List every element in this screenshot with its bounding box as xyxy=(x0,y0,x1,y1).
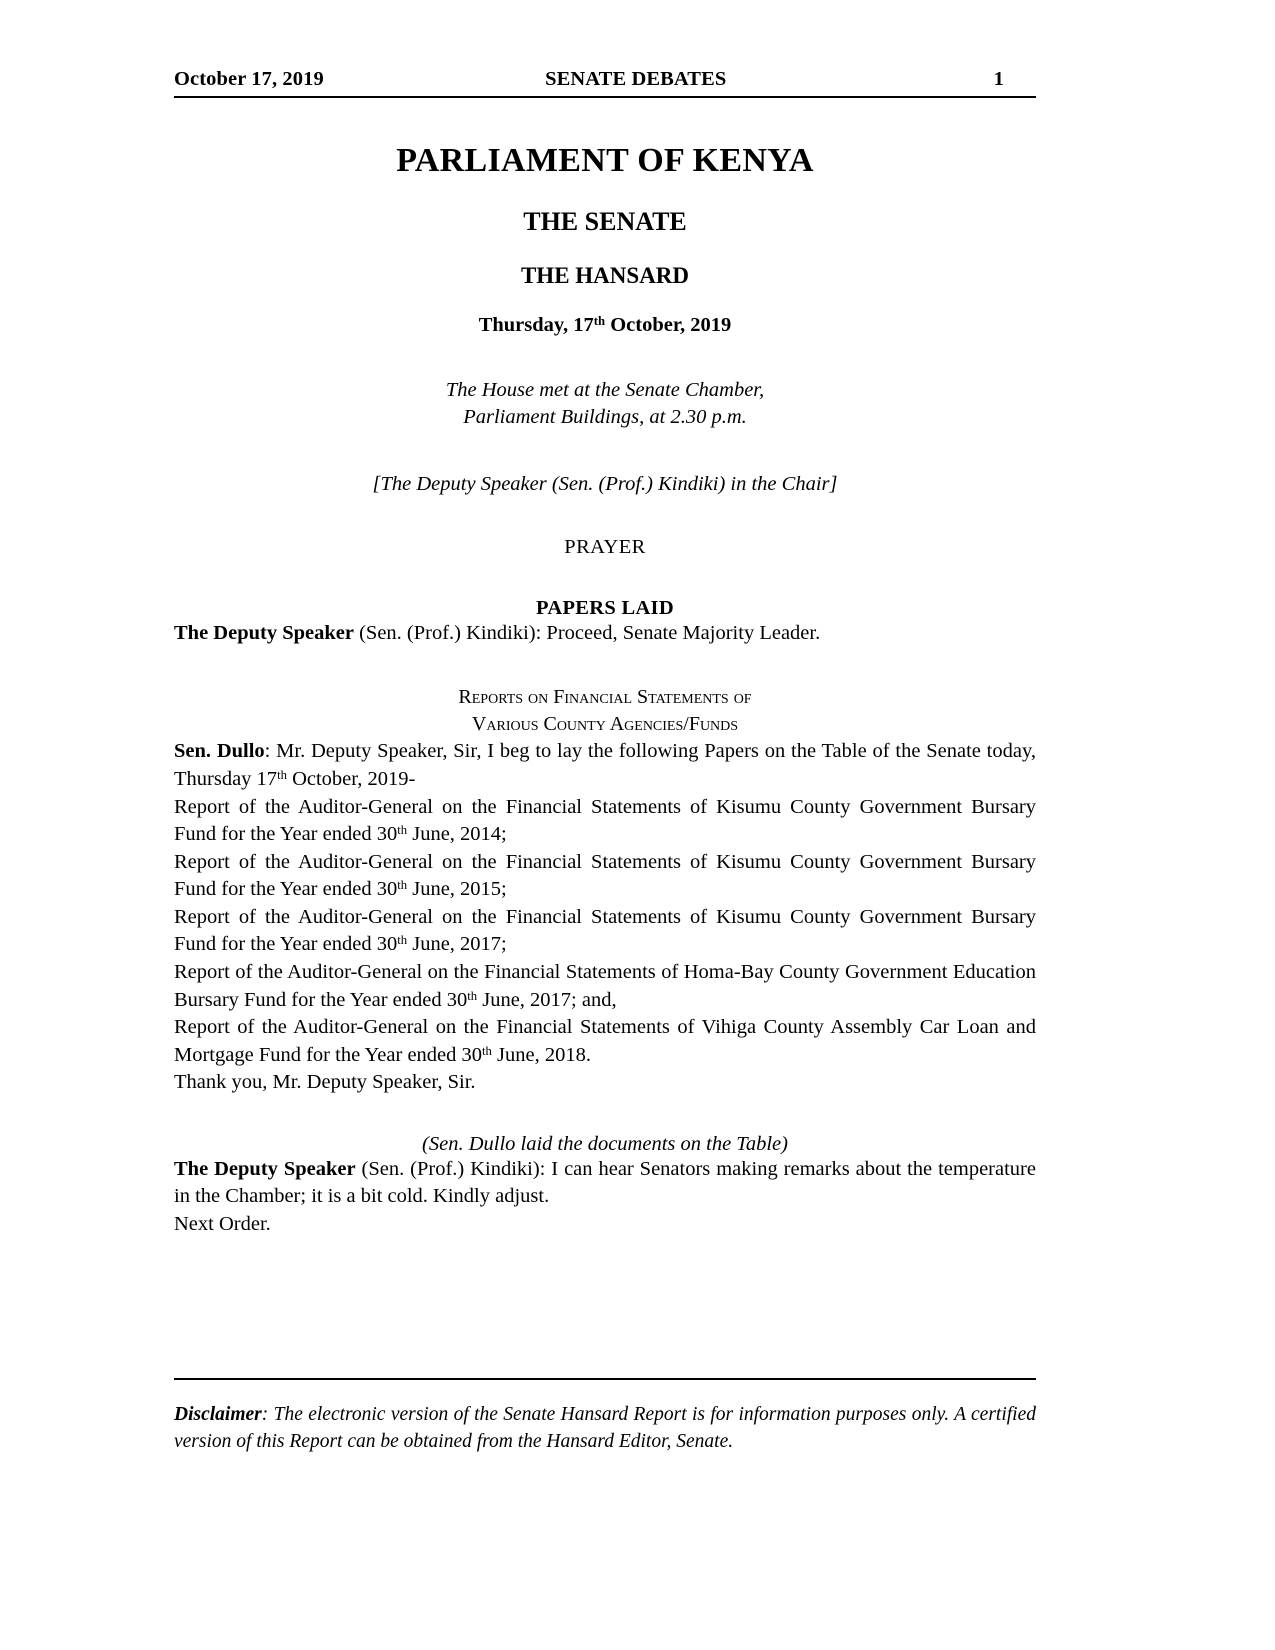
speech-text-part-1: : Mr. Deputy Speaker, Sir, I beg to lay the following Papers on the Table of the Senate today, Thursday 17 xyxy=(174,740,1036,790)
section-heading-prayer: PRAYER xyxy=(564,535,646,558)
speech-dullo-intro xyxy=(174,738,1036,793)
header-page-number: 1 xyxy=(993,68,1004,90)
disclaimer-label: Disclaimer xyxy=(174,1404,262,1425)
speech-text: (Sen. (Prof.) Kindiki): Proceed, Senate Majority Leader. xyxy=(353,621,821,644)
ordinal-suffix: th xyxy=(467,988,478,1003)
sitting-date xyxy=(174,314,1036,337)
speech-dullo-closing: Thank you, Mr. Deputy Speaker, Sir. xyxy=(174,1071,476,1094)
speaker-name: The Deputy Speaker xyxy=(174,621,354,644)
ordinal-suffix: th xyxy=(397,823,408,838)
sitting-date-prefix: Thursday, 17 xyxy=(478,314,594,336)
subject-heading-reports xyxy=(174,684,1036,738)
paper-text-part-2: June, 2018. xyxy=(491,1043,591,1066)
preamble-line-2: Parliament Buildings, at 2.30 p.m. xyxy=(463,406,747,429)
paper-text-part-2: June, 2017; and, xyxy=(477,988,617,1011)
paper-item xyxy=(174,1014,1036,1069)
subject-heading-line-2: Various County Agencies/Funds xyxy=(471,713,739,736)
paper-item xyxy=(174,849,1036,904)
speech-text: (Sen. (Prof.) Kindiki): I can hear Senators making remarks about the temperature in the Chamber; it is a bit cold. Kindly adjust. xyxy=(174,1157,1036,1208)
paper-text-part-1: Report of the Auditor-General on the Financial Statements of Homa-Bay County Government Education Bursary Fund for the Year ended 30 xyxy=(174,960,1036,1011)
header-title: SENATE DEBATES xyxy=(545,68,727,90)
paper-text-part-1: Report of the Auditor-General on the Financial Statements of Kisumu County Government Bursary Fund for the Year ended 30 xyxy=(174,795,1036,846)
page-content xyxy=(174,68,1036,1238)
ordinal-suffix: th xyxy=(277,768,287,783)
subject-heading-line-1: Reports on Financial Statements of xyxy=(458,686,752,709)
ordinal-suffix: th xyxy=(397,933,408,948)
next-order-line: Next Order. xyxy=(174,1212,271,1235)
paper-text-part-2: June, 2017; xyxy=(407,933,507,956)
sitting-preamble xyxy=(174,377,1036,432)
paper-text-part-2: June, 2014; xyxy=(407,823,507,846)
disclaimer-text xyxy=(174,1402,1036,1455)
publication-title: THE HANSARD xyxy=(520,263,690,288)
paper-item xyxy=(174,959,1036,1014)
running-header xyxy=(174,68,1036,98)
page-footer xyxy=(174,1378,1036,1455)
stage-direction: (Sen. Dullo laid the documents on the Table) xyxy=(422,1132,788,1155)
speech-deputy-speaker-proceed xyxy=(174,620,1036,648)
section-heading-papers-laid: PAPERS LAID xyxy=(536,596,674,619)
disclaimer-body: : The electronic version of the Senate Hansard Report is for information purposes only. A certified version of this Report can be obtained from the Hansard Editor, Senate. xyxy=(174,1404,1036,1452)
speech-text-part-2: October, 2019- xyxy=(286,768,416,790)
preamble-line-1: The House met at the Senate Chamber, xyxy=(445,379,765,401)
house-title: THE SENATE xyxy=(523,207,687,236)
paper-item xyxy=(174,904,1036,959)
footer-divider xyxy=(174,1378,1036,1380)
sitting-date-suffix: October, 2019 xyxy=(605,314,732,336)
page-title: PARLIAMENT OF KENYA xyxy=(396,142,814,179)
speaker-name: Sen. Dullo xyxy=(174,740,265,763)
speaker-name: The Deputy Speaker xyxy=(174,1157,356,1180)
paper-text-part-2: June, 2015; xyxy=(407,878,507,901)
ordinal-suffix: th xyxy=(482,1043,492,1058)
ordinal-suffix: th xyxy=(397,878,408,893)
sitting-date-ordinal: th xyxy=(593,314,606,329)
header-date: October 17, 2019 xyxy=(174,68,324,90)
speech-deputy-speaker-temperature xyxy=(174,1156,1036,1211)
chair-note: [The Deputy Speaker (Sen. (Prof.) Kindiki) in the Chair] xyxy=(372,472,838,495)
paper-text-part-1: Report of the Auditor-General on the Financial Statements of Vihiga County Assembly Car Loan and Mortgage Fund for the Year ended 30 xyxy=(174,1016,1036,1066)
paper-item xyxy=(174,794,1036,849)
paper-text-part-1: Report of the Auditor-General on the Financial Statements of Kisumu County Government Bursary Fund for the Year ended 30 xyxy=(174,850,1036,901)
paper-text-part-1: Report of the Auditor-General on the Financial Statements of Kisumu County Government Bursary Fund for the Year ended 30 xyxy=(174,905,1036,956)
